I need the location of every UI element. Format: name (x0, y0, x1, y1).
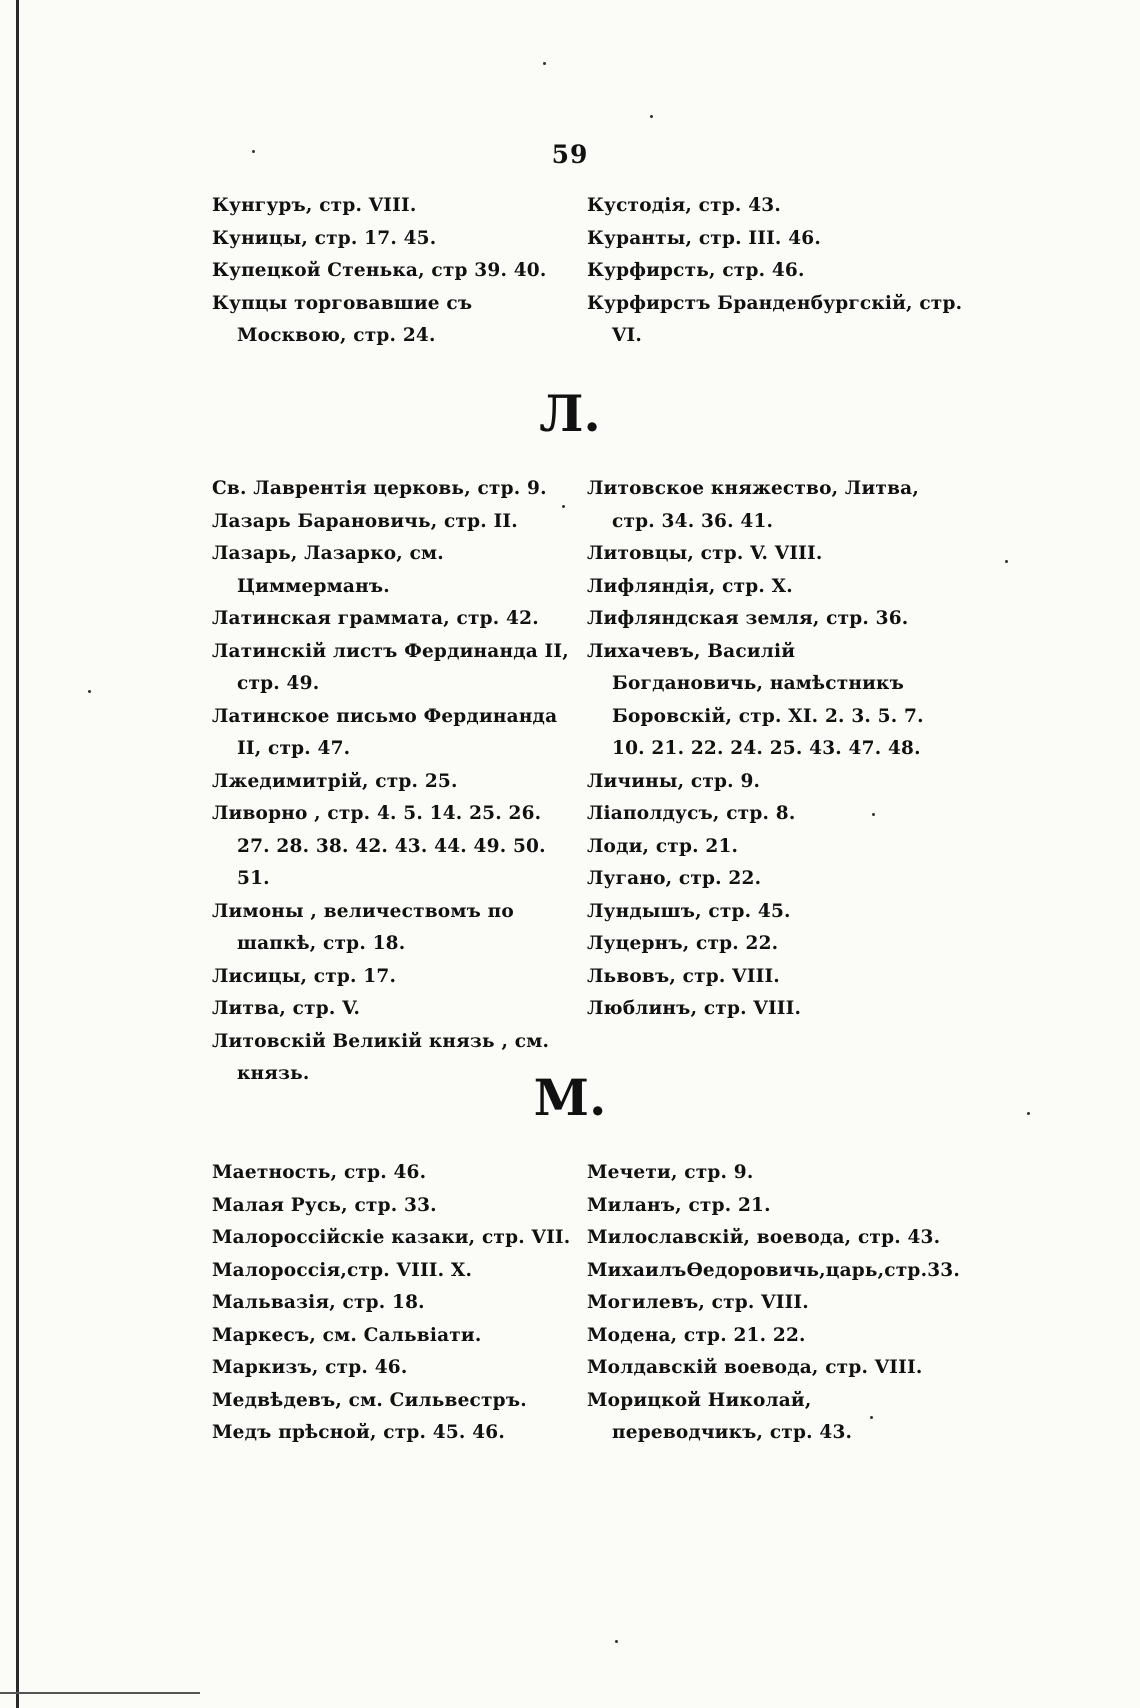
index-entry: Курфирстъ Бранденбургскій, стр. VI. (587, 292, 963, 346)
index-entry: Св. Лаврентія церковь, стр. 9. (212, 478, 547, 499)
index-entry: Латинскій листъ Фердинанда II, стр. 49. (212, 640, 569, 694)
index-entry: Медвѣдевъ, см. Сильвестръ. (212, 1389, 527, 1411)
index-entry: Мечети, стр. 9. (587, 1162, 754, 1183)
index-entry: Модена, стр. 21. 22. (587, 1324, 806, 1346)
index-entry: Куницы, стр. 17. 45. (212, 227, 437, 249)
index-entry: Латинская граммата, стр. 42. (212, 608, 539, 629)
index-entry: Лоди, стр. 21. (587, 835, 739, 857)
index-entry: Маркизъ, стр. 46. (212, 1357, 408, 1378)
index-entry: Миланъ, стр. 21. (587, 1194, 771, 1216)
index-entry: Милославскій, воевода, стр. 43. (587, 1227, 941, 1248)
index-entry: Курфирсть, стр. 46. (587, 260, 805, 281)
index-entry: Лимоны , величествомъ по шапкѣ, стр. 18. (212, 900, 514, 954)
index-entry: Литовское княжество, Литва, стр. 34. 36. 41. (587, 478, 919, 532)
index-entry: Лифляндская земля, стр. 36. (587, 608, 909, 629)
index-entry: Личины, стр. 9. (587, 770, 761, 792)
index-entry: Молдавскій воевода, стр. VIII. (587, 1357, 923, 1378)
index-entry: Ліаполдусъ, стр. 8. (587, 803, 796, 824)
index-entry: Люблинъ, стр. VIII. (587, 998, 802, 1019)
index-entry: Маетность, стр. 46. (212, 1162, 427, 1183)
index-entry: Малороссійскіе казаки, стр. VII. (212, 1227, 571, 1248)
index-entry: Маркесъ, см. Сальвіати. (212, 1324, 482, 1346)
index-entry: Львовъ, стр. VIII. (587, 965, 780, 987)
index-entry: Луцернъ, стр. 22. (587, 933, 779, 954)
index-entry: Куранты, стр. III. 46. (587, 227, 821, 249)
index-entry: Латинское письмо Фердинанда II, стр. 47. (212, 705, 558, 759)
index-entry: Литовцы, стр. V. VIII. (587, 543, 823, 564)
index-entry: Лихачевъ, Василій Богдановичь, намѣстникъ Боровскій, стр. XI. 2. 3. 5. 7. 10. 21. 22. 24. 25. 43. 47. 48. (587, 640, 924, 759)
index-entry: Литва, стр. V. (212, 998, 361, 1019)
section-l-right-column (587, 473, 947, 1026)
index-entry: Могилевъ, стр. VIII. (587, 1292, 809, 1313)
page-edge-shadow (16, 0, 19, 1708)
section-k-right-column (587, 190, 967, 353)
index-entry: Лундышъ, стр. 45. (587, 900, 791, 922)
index-entry: Кустодія, стр. 43. (587, 195, 781, 216)
index-entry: Лжедимитрій, стр. 25. (212, 770, 458, 792)
index-entry: Лисицы, стр. 17. (212, 965, 397, 987)
index-entry: МихаилъѲедоровичь,царь,стр.33. (587, 1259, 960, 1281)
index-entry: Лазарь, Лазарко, см. Циммерманъ. (212, 543, 444, 597)
page-number: 59 (551, 140, 589, 169)
index-entry: Лугано, стр. 22. (587, 868, 762, 889)
index-entry: Купецкой Стенька, стр 39. 40. (212, 260, 547, 281)
index-entry: Купцы торговавшие съ Москвою, стр. 24. (212, 292, 473, 346)
section-k-left-column (212, 190, 572, 353)
index-entry: Кунгуръ, стр. VIII. (212, 195, 417, 216)
section-m-right-column (587, 1157, 967, 1450)
section-l-left-column (212, 473, 572, 1091)
index-entry: Лифляндія, стр. X. (587, 575, 793, 597)
index-entry: Лазарь Барановичь, стр. II. (212, 510, 518, 532)
print-speck (543, 62, 546, 65)
print-speck (650, 115, 653, 118)
index-entry: Малороссія,стр. VIII. X. (212, 1259, 473, 1281)
print-speck (615, 1640, 618, 1643)
section-heading-l: Л. (539, 384, 601, 443)
section-m-left-column (212, 1157, 572, 1450)
print-speck (88, 690, 91, 693)
section-heading-m: М. (533, 1068, 607, 1127)
index-entry: Ливорно , стр. 4. 5. 14. 25. 26. 27. 28. 38. 42. 43. 44. 49. 50. 51. (212, 803, 546, 889)
index-entry: Малая Русь, стр. 33. (212, 1194, 437, 1216)
index-entry: Мальвазія, стр. 18. (212, 1292, 425, 1313)
index-entry: Медъ прѣсной, стр. 45. 46. (212, 1422, 505, 1443)
index-entry: Литовскій Великій князь , см. князь. (212, 1030, 550, 1084)
index-entry: Морицкой Николай, переводчикъ, стр. 43. (587, 1389, 853, 1443)
bottom-rule (0, 1692, 200, 1694)
print-speck (1005, 560, 1008, 563)
